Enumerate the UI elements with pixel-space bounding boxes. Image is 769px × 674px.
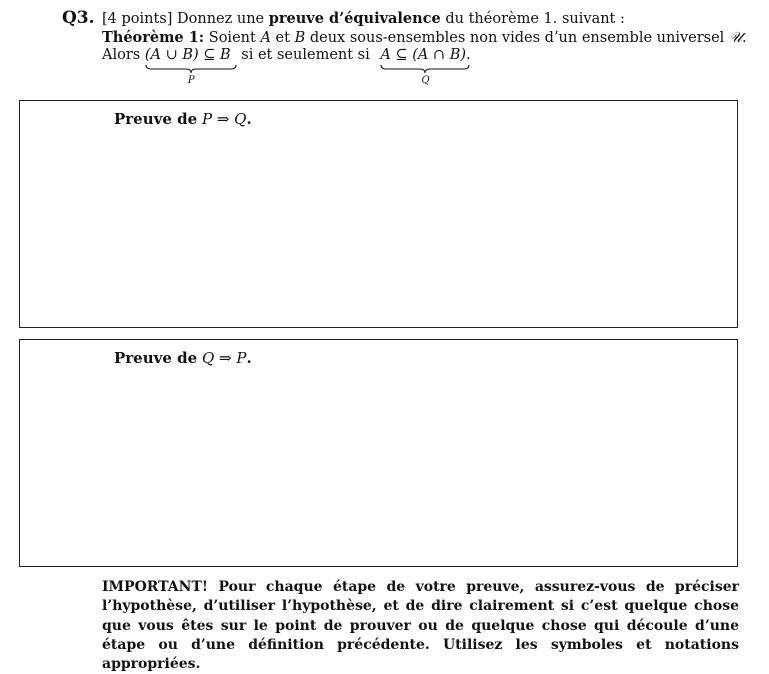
important-note: IMPORTANT! Pour chaque étape de votre preuve, assurez-vous de préciser l’hypothèse, d’utiliser l’hypothèse, et de dire clairement si c’est quelque chose que vous êtes sur le point de prouver ou de quelque chose qui découle d’une étape ou d’une définition précédente. Utilisez les symboles et notations appropriées. <box>102 579 739 673</box>
theorem-text-c: deux sous-ensembles non vides d’un ensemble universel <box>309 30 725 46</box>
proof-box-q-implies-p[interactable] <box>19 339 738 567</box>
var-b: B <box>294 30 306 46</box>
alors: Alors <box>102 47 141 63</box>
proof-title-label: Preuve de <box>114 349 198 367</box>
proof-title-end: . <box>246 110 252 128</box>
underbrace-q <box>380 64 470 74</box>
q-expression-group <box>380 47 467 86</box>
theorem-statement <box>102 29 747 46</box>
q-label: Q <box>421 75 430 86</box>
underbrace-p <box>145 64 237 74</box>
proof-box-title <box>114 110 252 128</box>
var-a: A <box>260 30 271 46</box>
points: [4 points] <box>102 11 173 27</box>
intro-pre: Donnez une <box>177 11 265 27</box>
intro-post: du théorème 1. suivant : <box>445 11 625 27</box>
proof-title-end: . <box>246 349 252 367</box>
q-expression: A ⊆ (A ∩ B) <box>380 47 467 63</box>
theorem-text-b: et <box>275 30 290 46</box>
proof-title-math: Q ⇒ P <box>201 349 247 367</box>
theorem-conclusion <box>102 47 471 86</box>
proof-box-p-implies-q[interactable] <box>19 100 738 328</box>
universe-symbol: 𝒰 <box>728 30 742 46</box>
proof-title-math: P ⇒ Q <box>201 110 247 128</box>
question-intro <box>102 10 625 27</box>
theorem-text-end: . <box>742 30 747 46</box>
proof-box-title <box>114 349 252 367</box>
p-label: P <box>187 75 195 86</box>
theorem-text-a: Soient <box>208 30 256 46</box>
question-number: Q3. <box>62 8 95 28</box>
intro-bold: preuve d’équivalence <box>268 10 441 27</box>
iff-text: si et seulement si <box>241 47 370 63</box>
conclusion-end: . <box>466 47 471 63</box>
theorem-label: Théorème 1: <box>102 29 205 46</box>
p-expression-group <box>144 47 231 86</box>
proof-title-label: Preuve de <box>114 110 198 128</box>
p-expression: (A ∪ B) ⊆ B <box>144 47 231 63</box>
